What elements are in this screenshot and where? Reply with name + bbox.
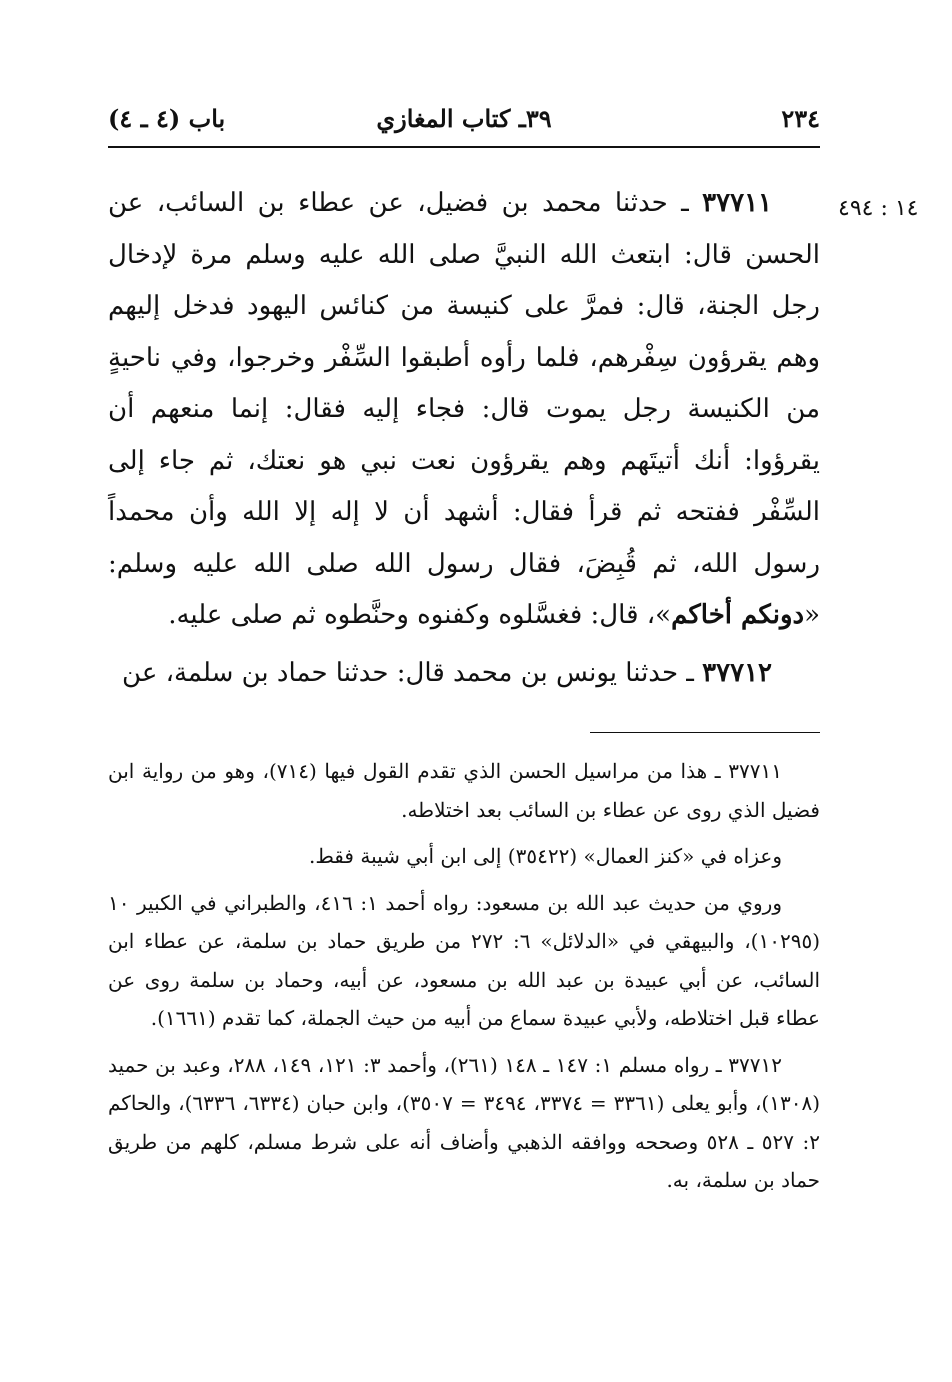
page-header [108,100,820,144]
hadith-number: ٣٧٧١١ [702,188,772,218]
hadith-text: ـ حدثنا يونس بن محمد قال: حدثنا حماد بن سلمة، عن [122,657,703,688]
page-number: ٢٣٤ [781,104,820,133]
hadith-text: ـ حدثنا محمد بن فضيل، عن عطاء بن السائب، عن الحسن قال: ابتعث الله النبيَّ صلى الله عليه وسلم مرة لإدخال رجل الجنة، قال: فمرَّ على كنيسة من كنائس اليهود فدخل إليهم وهم يقرؤون سِفْرهم، فلما رأوه أطبقوا السِّفْر وخرجوا، وفي ناحيةٍ من الكنيسة رجل يموت قال: فجاء إليه فقال: إنما منعهم أن يقرؤوا: أنك أتيتَهم وهم يقرؤون نعت نبي هو نعتك، ثم جاء إلى السِّفْر ففتحه ثم قرأ فقال: أشهد أن لا إله إلا الله وأن محمداً رسول الله، ثم قُبِضَ، فقال رسول الله صلى الله عليه وسلم: « [108,188,820,630]
footnote: ٣٧٧١٢ ـ رواه مسلم ١: ١٤٧ ـ ١٤٨ (٢٦١)، وأحمد ٣: ١٢١، ١٤٩، ٢٨٨، وعبد بن حميد (١٣٠٨)، وأبو يعلى (٣٣٦١ = ٣٣٧٤، ٣٤٩٤ = ٣٥٠٧)، وابن حبان (٦٣٣٤، ٦٣٣٦)، والحاكم ٢: ٥٢٧ ـ ٥٢٨ وصححه ووافقه الذهبي وأضاف أنه على شرط مسلم، كلهم من طريق حماد بن سلمة، به. [108,1052,821,1192]
chapter-label: باب (٤ ـ ٤) [108,104,226,133]
hadith-paragraph [108,178,820,642]
footnote: وعزاه في «كنز العمال» (٣٥٤٢٢) إلى ابن أبي شيبة فقط. [308,844,782,868]
hadith-bold-phrase: دونكم أخاكم [671,600,805,630]
footnote: ٣٧٧١١ ـ هذا من مراسيل الحسن الذي تقدم القول فيها (٧١٤)، وهو من رواية ابن فضيل الذي روى عن عطاء بن السائب بعد اختلاطه. [108,759,820,822]
main-text [108,178,820,705]
hadith-text-end: »، قال: فغسَّلوه وكفنوه وحنَّطوه ثم صلى عليه. [168,600,672,630]
hadith-paragraph [108,648,820,700]
book-title: ٣٩ـ كتاب المغازي [376,104,552,133]
footnote-rule [590,732,820,733]
footnotes [108,752,820,1208]
footnote: وروي من حديث عبد الله بن مسعود: رواه أحمد ١: ٤١٦، والطبراني في الكبير ١٠ (١٠٢٩٥)، والبيهقي في «الدلائل» ٦: ٢٧٢ من طريق حماد بن سلمة، عن عطاء ابن السائب، عن أبي عبيدة بن عبد الله بن مسعود، عن أبيه، وحماد بن سلمة روى عن عطاء قبل اختلاطه، ولأبي عبيدة سماع من أبيه من حيث الجملة، كما تقدم (١٦٦١). [108,890,820,1030]
hadith-number: ٣٧٧١٢ [702,657,772,688]
margin-reference: ١٤ : ٤٩٤ [838,196,919,221]
header-rule [108,146,820,148]
